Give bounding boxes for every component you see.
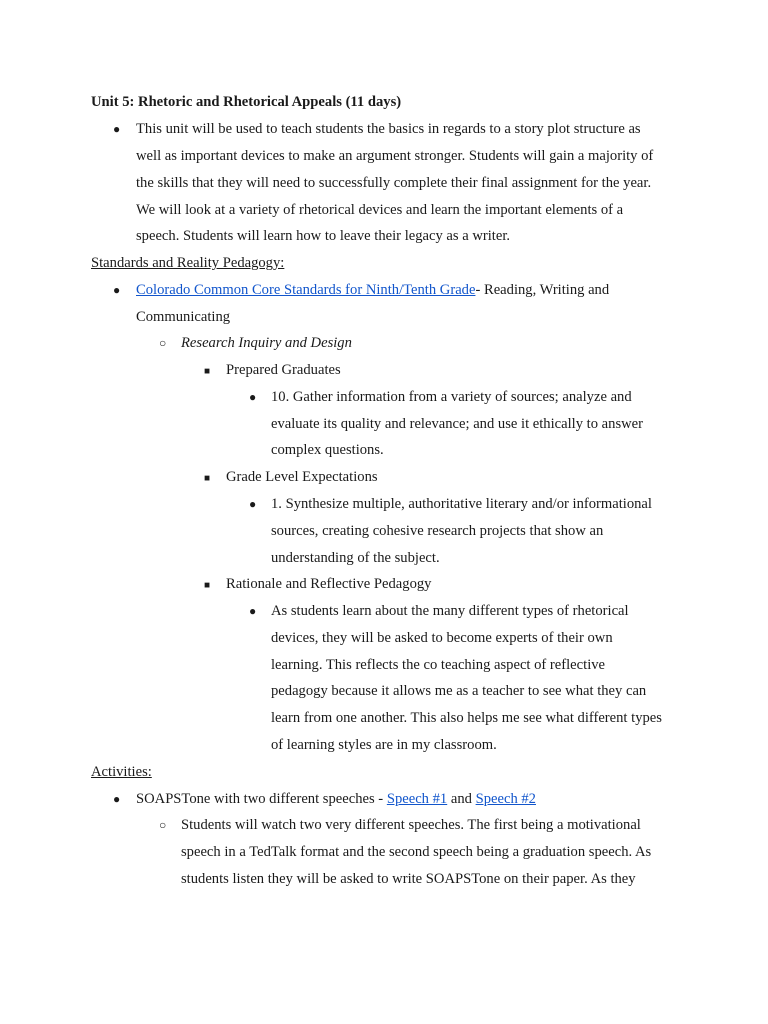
activity-soapstone — [136, 790, 536, 808]
rationale-item: pedagogy because it allows me as a teacher to see what they can — [271, 683, 647, 699]
bullet-circle-icon — [159, 816, 166, 834]
speech-1-link[interactable]: Speech #1 — [386, 791, 448, 807]
rationale-item: devices, they will be asked to become experts of their own — [271, 630, 613, 646]
prepared-graduates-item: evaluate its quality and relevance; and use it ethically to answer — [271, 416, 643, 432]
intro-line: speech. Students will learn how to leave their legacy as a writer. — [136, 228, 511, 244]
rationale-item: learning. This reflects the co teaching aspect of reflective — [271, 657, 606, 673]
bullet-disc-icon — [249, 388, 256, 406]
colorado-standards-link[interactable]: Colorado Common Core Standards for Ninth/Tenth Grade — [136, 282, 476, 298]
standards-line — [136, 281, 609, 299]
bullet-disc-icon — [113, 281, 120, 299]
bullet-disc-icon — [249, 602, 256, 620]
bullet-disc-icon — [113, 790, 120, 808]
rationale-item: learn from one another. This also helps me see what different types — [271, 710, 662, 726]
speech-2-link[interactable]: Speech #2 — [475, 791, 536, 807]
bullet-circle-icon — [159, 334, 166, 352]
activity-detail-line: students listen they will be asked to write SOAPSTone on their paper. As they — [181, 871, 636, 887]
activity-prefix: SOAPSTone with two different speeches - — [136, 791, 387, 807]
prepared-graduates-label: Prepared Graduates — [226, 362, 341, 378]
bullet-disc-icon — [113, 120, 120, 138]
grade-level-item: understanding of the subject. — [271, 550, 440, 566]
activity-middle: and — [447, 791, 476, 807]
grade-level-item: 1. Synthesize multiple, authoritative literary and/or informational — [271, 496, 652, 512]
bullet-disc-icon — [249, 495, 256, 513]
grade-level-item: sources, creating cohesive research projects that show an — [271, 523, 604, 539]
grade-level-label: Grade Level Expectations — [226, 469, 378, 485]
activities-heading: Activities: — [91, 764, 152, 780]
unit-title: Unit 5: Rhetoric and Rhetorical Appeals (11 days) — [91, 94, 402, 110]
activity-detail-line: Students will watch two very different speeches. The first being a motivational — [181, 817, 641, 833]
rationale-item: of learning styles are in my classroom. — [271, 737, 497, 753]
bullet-square-icon — [204, 361, 210, 381]
intro-line: well as important devices to make an argument stronger. Students will gain a majority of — [136, 148, 654, 164]
bullet-square-icon — [204, 575, 210, 595]
rationale-label: Rationale and Reflective Pedagogy — [226, 576, 432, 592]
bullet-square-icon — [204, 468, 210, 488]
research-heading: Research Inquiry and Design — [181, 335, 352, 351]
standards-heading: Standards and Reality Pedagogy: — [91, 255, 285, 271]
prepared-graduates-item: 10. Gather information from a variety of sources; analyze and — [271, 389, 632, 405]
standards-line-2: Communicating — [136, 309, 231, 325]
prepared-graduates-item: complex questions. — [271, 442, 384, 458]
intro-line: We will look at a variety of rhetorical devices and learn the important elements of a — [136, 202, 624, 218]
standards-link-suffix: - Reading, Writing and — [475, 282, 610, 298]
activity-detail-line: speech in a TedTalk format and the second speech being a graduation speech. As — [181, 844, 652, 860]
rationale-item: As students learn about the many different types of rhetorical — [271, 603, 629, 619]
intro-line: the skills that they will need to successfully complete their final assignment for the year. — [136, 175, 652, 191]
intro-line: This unit will be used to teach students the basics in regards to a story plot structure as — [136, 121, 641, 137]
